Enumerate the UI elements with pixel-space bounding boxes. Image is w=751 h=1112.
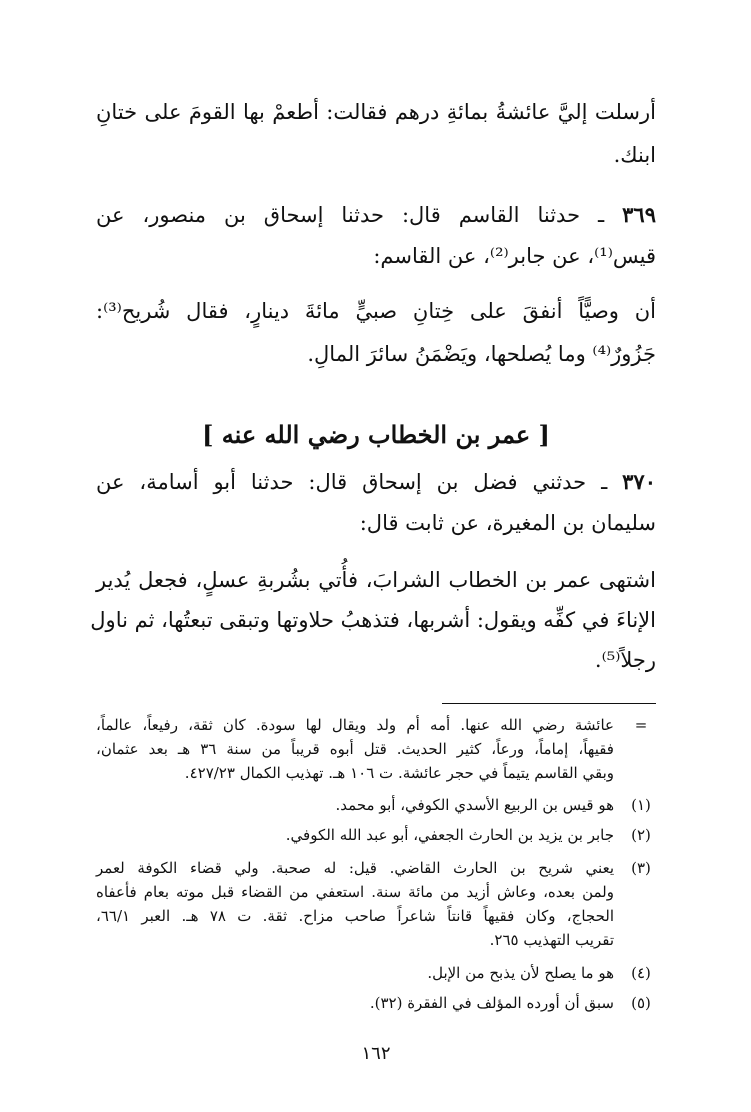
hadith-370-line (96, 467, 656, 497)
section-title: [ عمر بن الخطاب رضي الله عنه ] (202, 420, 550, 449)
matn-line: اشتهى عمر بن الخطاب الشرابَ، فأُتي بشُربةِ عسلٍ، فجعل يُدير (96, 568, 656, 592)
hadith-369-line (96, 200, 656, 230)
hadith-number: ٣٦٩ (622, 202, 656, 227)
footnote-text: هو قيس بن الربيع الأسدي الكوفي، أبو محمد. (335, 796, 614, 814)
footnote-mark: (٣) (631, 859, 651, 877)
footnote-mark: (٤) (631, 964, 651, 982)
footnote-mark: (٢) (631, 826, 651, 844)
footnote-text: تقريب التهذيب ٢٦٥. (489, 931, 614, 949)
paragraph-line: ابنك. (613, 143, 656, 167)
isnad-line: سليمان بن المغيرة، عن ثابت قال: (359, 511, 656, 535)
footnote-text: يعني شريح بن الحارث القاضي. قيل: له صحبة. ولي قضاء الكوفة لعمر (96, 859, 614, 877)
isnad-text: ـ حدثنا القاسم قال: حدثنا إسحاق بن منصور، عن (96, 203, 605, 227)
matn-line: أن وصيًّاً أنفقَ على خِتانِ صبيٍّ مائةَ دينارٍ، فقال شُريح⁽³⁾: (96, 299, 656, 323)
footnote-text: هو ما يصلح لأن يذبح من الإبل. (427, 964, 614, 982)
isnad-line: قيس⁽¹⁾، عن جابر⁽²⁾، عن القاسم: (373, 244, 656, 268)
footnote-text: سبق أن أورده المؤلف في الفقرة (٣٢). (369, 994, 614, 1012)
paragraph-line: أرسلت إليَّ عائشةُ بمائةِ درهم فقالت: أطعمْ بها القومَ على ختانِ (96, 100, 656, 124)
hadith-number: ٣٧٠ (622, 469, 656, 494)
footnote-mark: = (634, 716, 648, 734)
footnote-text: عائشة رضي الله عنها. أمه أم ولد ويقال لها سودة. كان ثقة، رفيعاً، عالماً، (96, 716, 614, 734)
footnote-text: فقيهاً، إماماً، ورعاً، كثير الحديث. قتل أبوه قريباً من سنة ٣٦ هـ بعد عثمان، (96, 740, 614, 758)
book-page (90, 0, 656, 1112)
footnote-mark: (١) (631, 796, 651, 814)
footnote-text: الحجاج، وكان فقيهاً قانتاً شاعراً صاحب مزاح. ثقة. ت ٧٨ هـ. العبر ٦٦/١، (96, 907, 614, 925)
isnad-text: ـ حدثني فضل بن إسحاق قال: حدثنا أبو أسامة، عن (96, 470, 608, 494)
footnote-text: جابر بن يزيد بن الحارث الجعفي، أبو عبد الله الكوفي. (285, 826, 614, 844)
footnote-separator (442, 703, 656, 704)
matn-line: الإناءَ في كفِّه ويقول: أشربها، فتذهبُ حلاوتها وتبقى تبعتُها، ثم ناول (90, 608, 656, 632)
matn-line: جَزُورٌ⁽⁴⁾ وما يُصلحها، ويَضْمَنُ سائرَ المالِ. (307, 342, 656, 366)
footnote-text: ولمن بعده، وعاش أزيد من مائة سنة. استعفي من القضاء قبل موته بعام فأعفاه (96, 883, 614, 901)
footnote-text: وبقي القاسم يتيماً في حجر عائشة. ت ١٠٦ هـ. تهذيب الكمال ٤٢٧/٢٣. (184, 764, 614, 782)
footnote-mark: (٥) (631, 994, 651, 1012)
page-number: ١٦٢ (361, 1043, 391, 1064)
matn-line: رجلاً⁽⁵⁾. (594, 648, 656, 672)
